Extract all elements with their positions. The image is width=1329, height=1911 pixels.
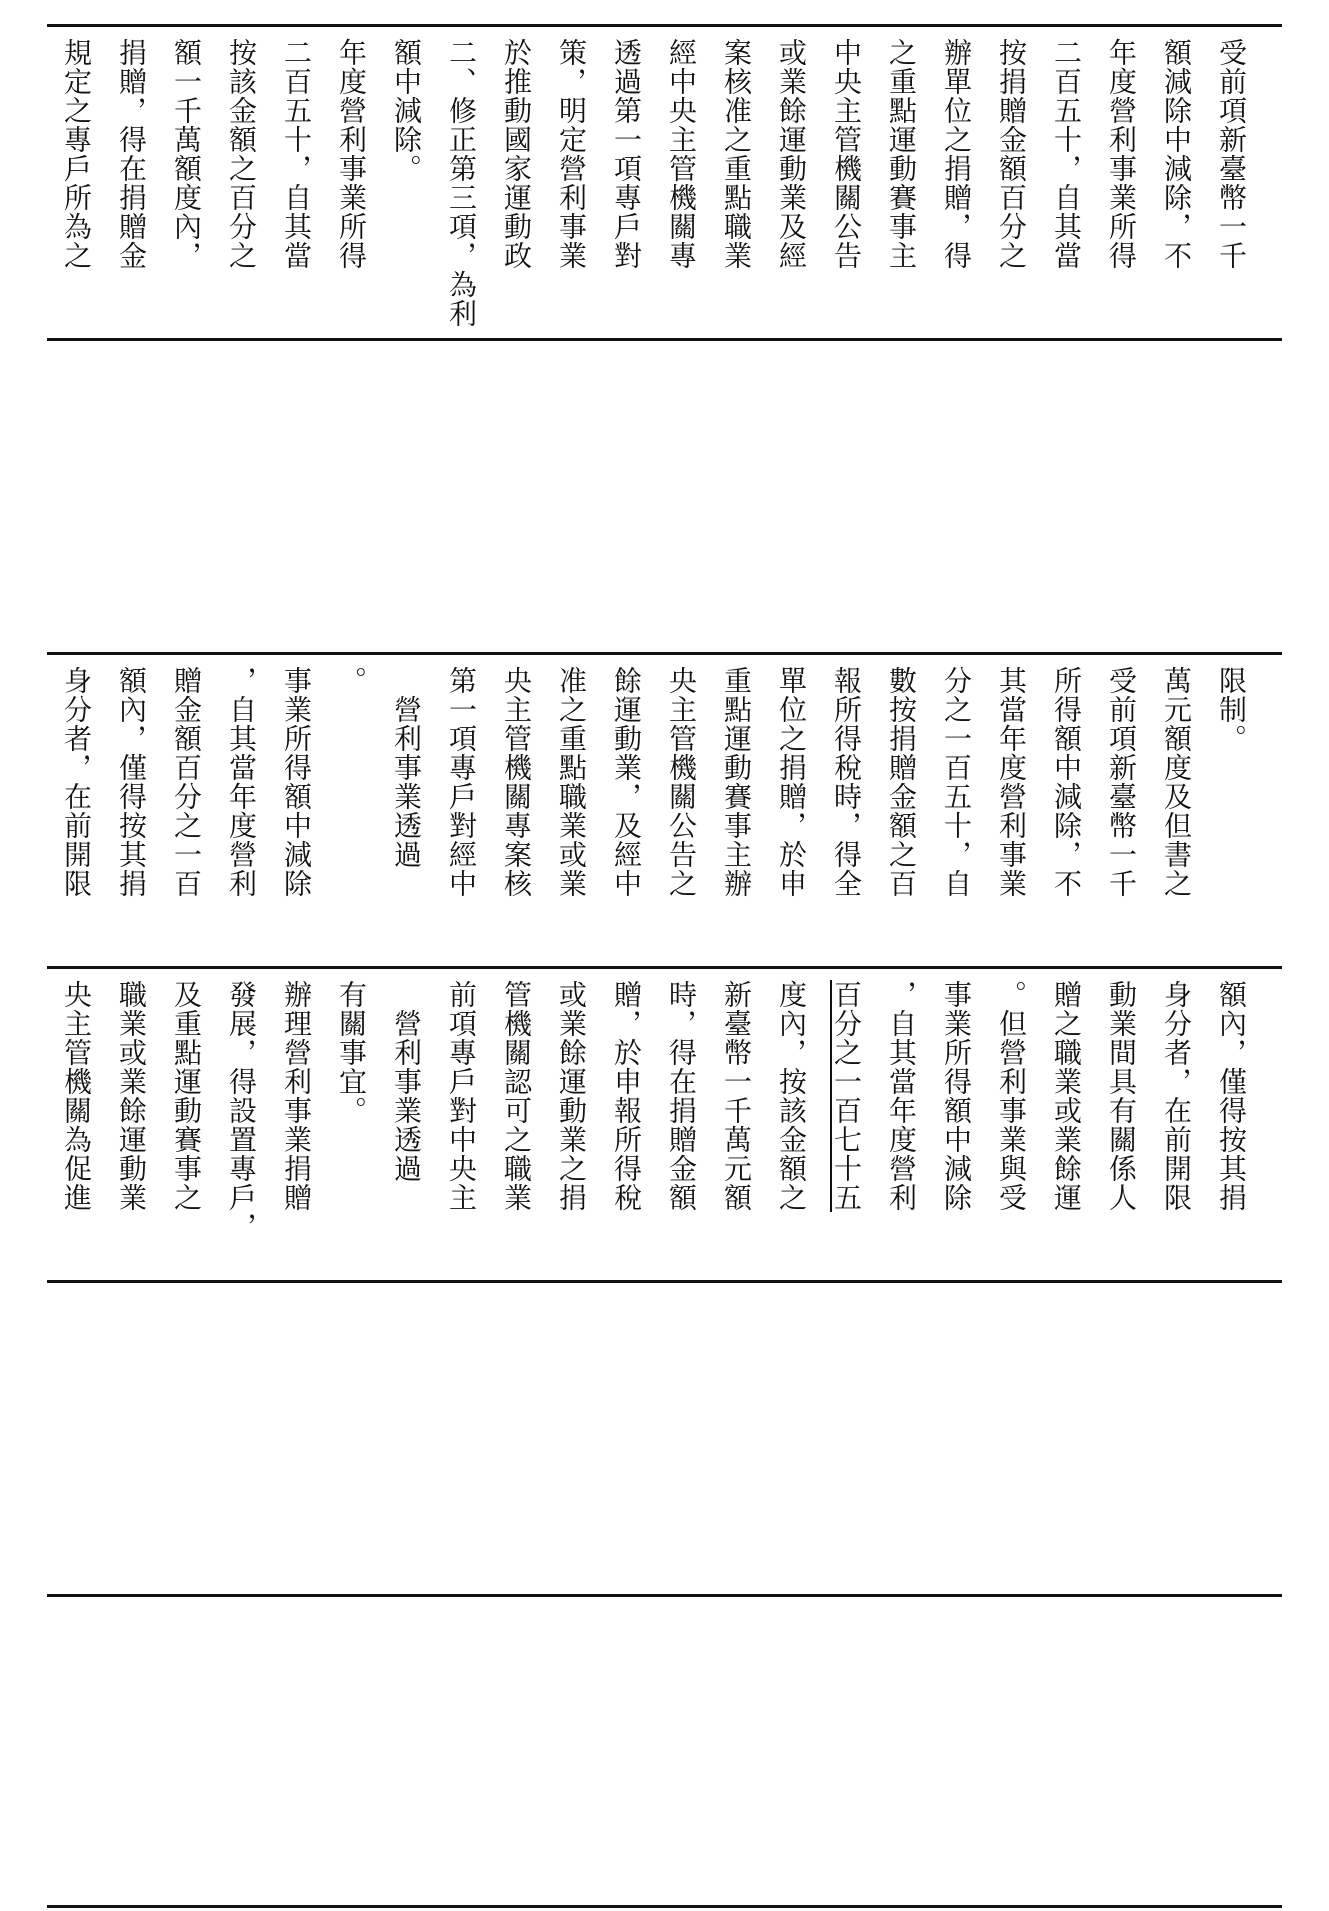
text-column: 之重點運動賽事主	[885, 38, 918, 270]
text-column: 央主管機關公告之	[665, 666, 698, 898]
top-rule	[47, 24, 1282, 27]
text-column: 額內，僅得按其捐	[1215, 980, 1248, 1212]
text-column: 於推動國家運動政	[500, 38, 533, 270]
text-column: 年度營利事業所得	[335, 38, 368, 270]
text-column: 捐贈，得在捐贈金	[115, 38, 148, 270]
text-column: 新臺幣一千萬元額	[720, 980, 753, 1212]
text-column: 贈之職業或業餘運	[1050, 980, 1083, 1212]
text-column: 策，明定營利事業	[555, 38, 588, 270]
text-column: 有關事宜。	[335, 980, 368, 1125]
text-column: 二百五十，自其當	[280, 38, 313, 270]
text-column: 單位之捐贈，於申	[775, 666, 808, 898]
text-column: 額中減除。	[390, 38, 423, 183]
text-column: 身分者，在前開限	[1160, 980, 1193, 1212]
text-column: 准之重點職業或業	[555, 666, 588, 898]
text-column: 事業所得額中減除	[280, 666, 313, 898]
text-column: 發展，得設置專戶，	[225, 980, 258, 1241]
text-column: 二百五十，自其當	[1050, 38, 1083, 270]
text-column: 中央主管機關公告	[830, 38, 863, 270]
text-column: 年度營利事業所得	[1105, 38, 1138, 270]
text-column: 央主管機關專案核	[500, 666, 533, 898]
text-column: 規定之專戶所為之	[60, 38, 93, 270]
text-column: 按該金額之百分之	[225, 38, 258, 270]
text-column: 其當年度營利事業	[995, 666, 1028, 898]
text-column: 時，得在捐贈金額	[665, 980, 698, 1212]
text-column: 額內，僅得按其捐	[115, 666, 148, 898]
text-column: 管機關認可之職業	[500, 980, 533, 1212]
text-column: 二、修正第三項，為利	[445, 38, 478, 328]
text-column: ，自其當年度營利	[225, 666, 258, 898]
text-column: 第一項專戶對經中	[445, 666, 478, 898]
text-column: 數按捐贈金額之百	[885, 666, 918, 898]
text-column: 重點運動賽事主辦	[720, 666, 753, 898]
text-column: 贈金額百分之一百	[170, 666, 203, 898]
text-column: 營利事業透過	[390, 666, 423, 869]
text-column: 所得額中減除，不	[1050, 666, 1083, 898]
text-column: 事業所得額中減除	[940, 980, 973, 1212]
text-column: 營利事業透過	[390, 980, 423, 1183]
text-column: 按捐贈金額百分之	[995, 38, 1028, 270]
text-column: 案核准之重點職業	[720, 38, 753, 270]
text-column: 透過第一項專戶對	[610, 38, 643, 270]
text-column: 額一千萬額度內，	[170, 38, 203, 270]
text-column: 限制。	[1215, 666, 1248, 753]
text-block-amended-provision	[55, 980, 1280, 1292]
text-column: 經中央主管機關專	[665, 38, 698, 270]
separator-rule-2	[47, 652, 1282, 655]
text-column-underlined: 百分之一百七十五	[830, 980, 863, 1212]
text-column: 額減除中減除，不	[1160, 38, 1193, 270]
text-column: 贈，於申報所得稅	[610, 980, 643, 1212]
text-column: 。但營利事業與受	[995, 980, 1028, 1212]
text-column: 辦單位之捐贈，得	[940, 38, 973, 270]
text-column: 受前項新臺幣一千	[1215, 38, 1248, 270]
text-column: 萬元額度及但書之	[1160, 666, 1193, 898]
text-column: ，自其當年度營利	[885, 980, 918, 1212]
text-column: 身分者，在前開限	[60, 666, 93, 898]
text-column: 央主管機關為促進	[60, 980, 93, 1212]
text-column: 受前項新臺幣一千	[1105, 666, 1138, 898]
text-column: 動業間具有關係人	[1105, 980, 1138, 1212]
text-column: 職業或業餘運動業	[115, 980, 148, 1212]
text-block-current-provision	[55, 666, 1280, 978]
text-column: 前項專戶對中央主	[445, 980, 478, 1212]
text-block-explanation	[55, 38, 1280, 350]
text-column: 或業餘運動業及經	[775, 38, 808, 270]
text-column: 度內，按該金額之	[775, 980, 808, 1212]
text-column: 報所得稅時，得全	[830, 666, 863, 898]
text-column: 辦理營利事業捐贈	[280, 980, 313, 1212]
separator-rule-5	[47, 1594, 1282, 1597]
text-column: 或業餘運動業之捐	[555, 980, 588, 1212]
bottom-rule	[47, 1905, 1282, 1908]
text-column: 及重點運動賽事之	[170, 980, 203, 1212]
text-column: 餘運動業，及經中	[610, 666, 643, 898]
text-column: 。	[335, 666, 368, 695]
text-column: 分之一百五十，自	[940, 666, 973, 898]
